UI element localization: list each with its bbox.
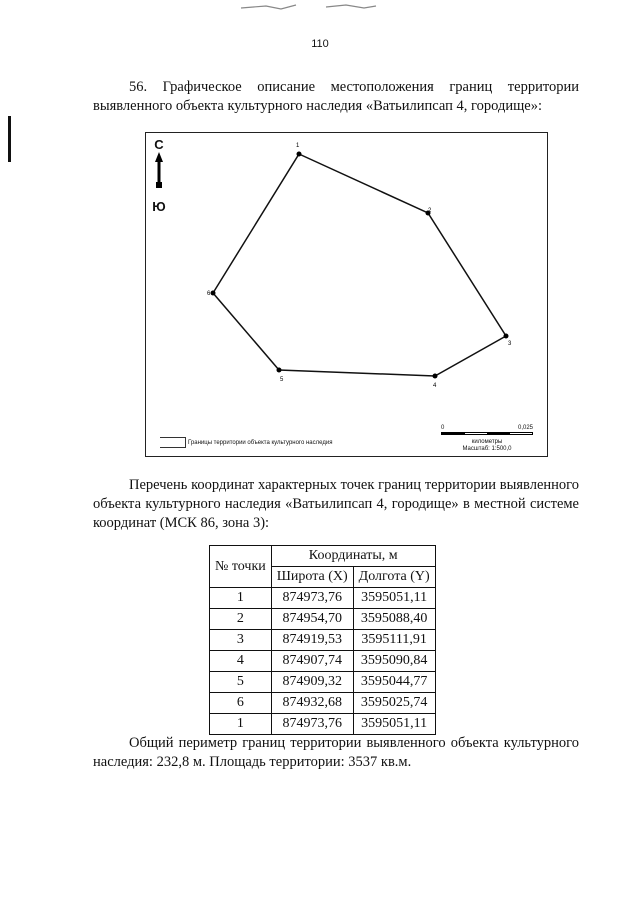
point-label: 3 [508, 341, 512, 347]
summary-text: Общий периметр границ территории выявленного объекта культурного наследия: 232,8 м. Площадь территории: 3537 кв.м. [93, 735, 579, 770]
scale-start: 0 [441, 425, 445, 431]
legend-text: Границы территории объекта культурного наследия [188, 439, 333, 446]
scale-ratio: Масштаб: 1:500,0 [462, 446, 512, 452]
boundary-point-5 [277, 368, 282, 373]
cell-point: 1 [210, 588, 272, 609]
scale-bar [441, 425, 533, 452]
scale-unit: километры [471, 439, 503, 445]
scale-end: 0,025 [517, 425, 533, 431]
section-heading: 56. Графическое описание местоположения границ территории выявленного объекта культурного наследия «Ватьилипсап 4, городище»: [93, 79, 579, 114]
cell-y: 3595051,11 [353, 588, 435, 609]
cell-x: 874907,74 [271, 651, 353, 672]
point-label: 6 [207, 291, 211, 297]
cell-point: 3 [210, 630, 272, 651]
boundary-point-4 [433, 374, 438, 379]
point-label: 4 [433, 383, 437, 389]
coordinates-table [209, 545, 436, 735]
boundary-polygon [213, 154, 506, 376]
point-label: 1 [296, 143, 300, 149]
boundary-point-3 [504, 334, 509, 339]
header-latitude: Широта (X) [271, 567, 353, 588]
cell-x: 874973,76 [271, 714, 353, 735]
cell-point: 2 [210, 609, 272, 630]
legend-symbol [160, 437, 186, 448]
cell-x: 874932,68 [271, 693, 353, 714]
point-label: 5 [280, 377, 284, 383]
cell-y: 3595088,40 [353, 609, 435, 630]
boundary-point-1 [297, 152, 302, 157]
table-row [210, 651, 436, 672]
cell-point: 6 [210, 693, 272, 714]
south-label: Ю [152, 199, 166, 214]
map-legend [160, 437, 332, 448]
cell-y: 3595090,84 [353, 651, 435, 672]
cell-y: 3595025,74 [353, 693, 435, 714]
scale-bar-graphic [441, 432, 533, 435]
table-row [210, 672, 436, 693]
cell-y: 3595051,11 [353, 714, 435, 735]
boundary-point-6 [211, 291, 216, 296]
cell-x: 874919,53 [271, 630, 353, 651]
table-row [210, 630, 436, 651]
header-coordinates: Координаты, м [271, 546, 435, 567]
scan-artifact [236, 2, 386, 12]
page-number: 110 [311, 38, 329, 50]
cell-y: 3595111,91 [353, 630, 435, 651]
cell-x: 874954,70 [271, 609, 353, 630]
cell-point: 4 [210, 651, 272, 672]
cell-y: 3595044,77 [353, 672, 435, 693]
north-label: С [154, 137, 164, 152]
table-row [210, 588, 436, 609]
header-longitude: Долгота (Y) [353, 567, 435, 588]
boundary-map [145, 132, 548, 457]
table-row [210, 693, 436, 714]
cell-x: 874909,32 [271, 672, 353, 693]
cell-point: 5 [210, 672, 272, 693]
boundary-polygon-drawing [146, 133, 549, 458]
cell-point: 1 [210, 714, 272, 735]
table-row [210, 714, 436, 735]
table-row [210, 609, 436, 630]
header-point: № точки [210, 546, 272, 588]
coordinates-intro: Перечень координат характерных точек границ территории выявленного объекта культурного наследия «Ватьилипсап 4, городище» в местной системе координат (МСК 86, зона 3): [93, 477, 579, 531]
scan-margin-mark [8, 116, 11, 162]
cell-x: 874973,76 [271, 588, 353, 609]
point-label: 2 [428, 208, 432, 214]
